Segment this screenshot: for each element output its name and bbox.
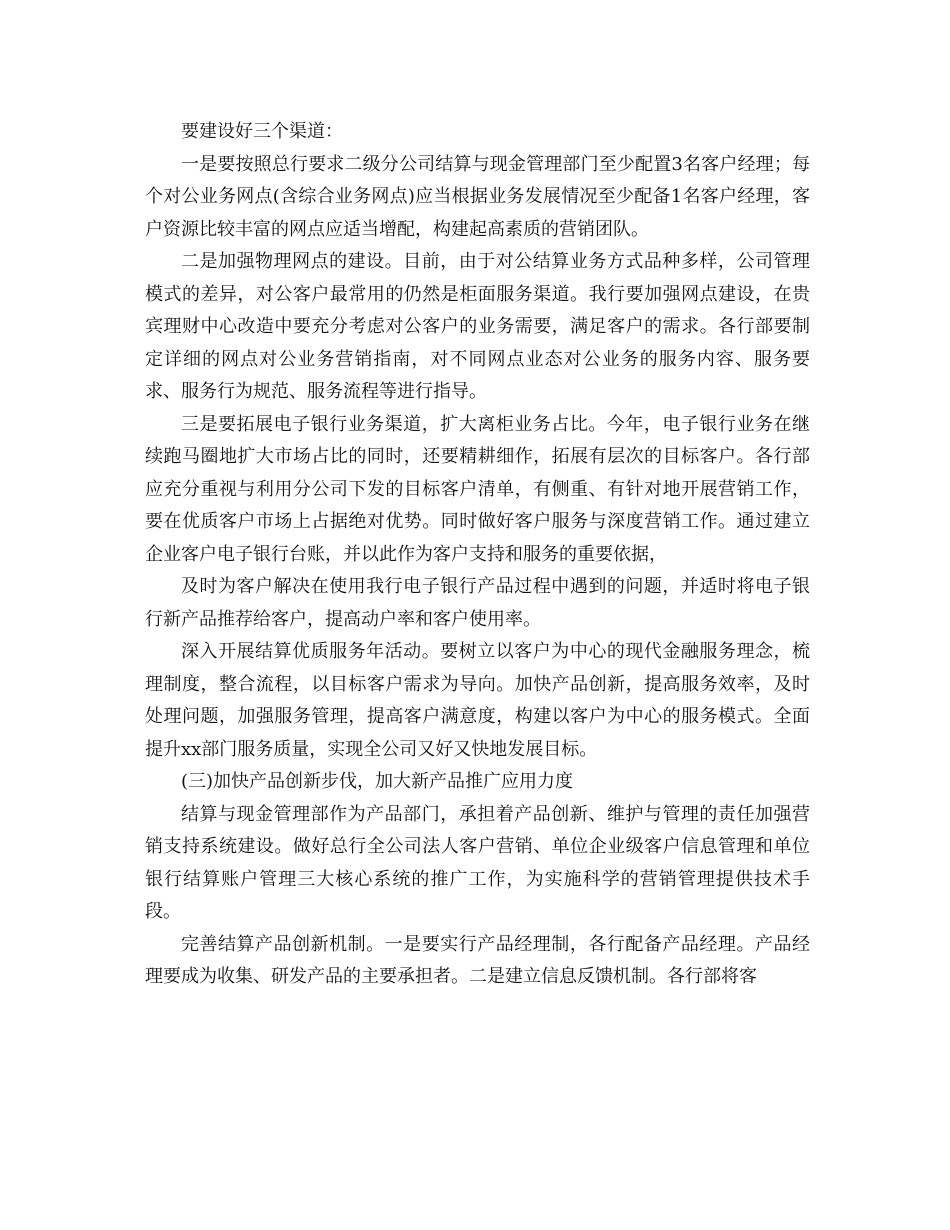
- section-heading-product-innovation: (三)加快产品创新步伐，加大新产品推广应用力度: [181, 771, 574, 792]
- paragraph-customer-managers: 一是要按照总行要求二级分公司结算与现金管理部门至少配置3名客户经理；每个对公业务网点(含综合业务网点)应当根据业务发展情况至少配备1名客户经理，客户资源比较丰富的网点应适当增配，构建起高素质的营销团队。: [145, 153, 810, 240]
- document-body: [145, 116, 810, 994]
- paragraph-e-banking-support: 及时为客户解决在使用我行电子银行产品过程中遇到的问题，并适时将电子银行新产品推荐给客户，提高动户率和客户使用率。: [145, 576, 810, 630]
- paragraph-quality-service: 深入开展结算优质服务年活动。要树立以客户为中心的现代金融服务理念，梳理制度，整合流程，以目标客户需求为导向。加快产品创新，提高服务效率，及时处理问题，加强服务管理，提高客户满意度，构建以客户为中心的服务模式。全面提升xx部门服务质量，实现全公司又好又快地发展目标。: [145, 641, 810, 760]
- paragraph-innovation-mechanism: 完善结算产品创新机制。一是要实行产品经理制，各行配备产品经理。产品经理要成为收集、研发产品的主要承担者。二是建立信息反馈机制。各行部将客: [145, 933, 810, 987]
- paragraph-e-banking: 三是要拓展电子银行业务渠道，扩大离柜业务占比。今年，电子银行业务在继续跑马圈地扩大市场占比的同时，还要精耕细作，拓展有层次的目标客户。各行部应充分重视与利用分公司下发的目标客户清单，有侧重、有针对地开展营销工作，要在优质客户市场上占据绝对优势。同时做好客户服务与深度营销工作。通过建立企业客户电子银行台账，并以此作为客户支持和服务的重要依据，: [145, 413, 810, 565]
- paragraph-channels-heading: 要建设好三个渠道：: [181, 121, 343, 142]
- paragraph-physical-outlets: 二是加强物理网点的建设。目前，由于对公结算业务方式品种多样，公司管理模式的差异，对公客户最常用的仍然是柜面服务渠道。我行要加强网点建设，在贵宾理财中心改造中要充分考虑对公客户的业务需要，满足客户的需求。各行部要制定详细的网点对公业务营销指南，对不同网点业态对公业务的服务内容、服务要求、服务行为规范、服务流程等进行指导。: [145, 251, 810, 402]
- paragraph-marketing-support: 结算与现金管理部作为产品部门，承担着产品创新、维护与管理的责任加强营销支持系统建设。做好总行全公司法人客户营销、单位企业级客户信息管理和单位银行结算账户管理三大核心系统的推广工作，为实施科学的营销管理提供技术手段。: [145, 803, 810, 922]
